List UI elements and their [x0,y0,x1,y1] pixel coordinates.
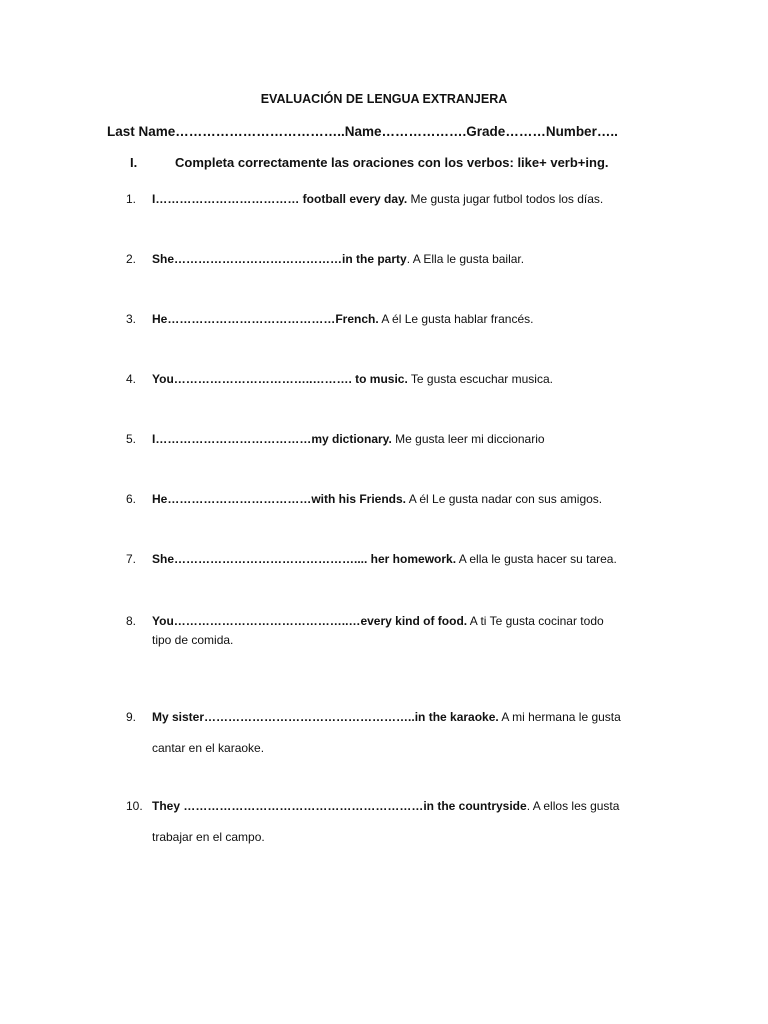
instruction-heading [130,155,609,170]
item-number: 10. [126,799,143,813]
item-number: 2. [126,252,137,266]
item-sentence: You……………………………………..…every kind of food. [152,614,468,628]
item-number: 9. [126,710,137,724]
student-info-line: Last Name………………………………..Name……………….Grade………Number….. [107,124,618,139]
item-translation: . A Ella le gusta bailar. [406,252,525,266]
item-translation: A mi hermana le gusta [498,710,621,724]
exercise-item [126,492,602,506]
item-sentence: She……………………………………….... her homework. [152,552,457,566]
exercise-item [126,252,524,266]
item-translation: A él Le gusta nadar con sus amigos. [406,492,603,506]
exercise-item [126,192,603,206]
exercise-item [126,432,545,446]
exercise-item [126,791,619,853]
item-translation: A él Le gusta hablar francés. [378,312,534,326]
instruction-text: Completa correctamente las oraciones con los verbos: like+ verb+ing. [175,155,609,170]
item-number: 8. [126,614,137,628]
item-sentence: They ……………………………………………………in the countryside [152,799,527,813]
item-translation: . A ellos les gusta [526,799,620,813]
exercise-item [126,612,604,650]
item-sentence: My sister……………………………………………..in the karaoke. [152,710,499,724]
item-translation: Me gusta jugar futbol todos los días. [407,192,604,206]
item-translation-continued: tipo de comida. [152,633,234,647]
item-sentence: I…………………………………my dictionary. [152,432,392,446]
item-translation-continued: trabajar en el campo. [152,830,265,844]
item-number: 3. [126,312,137,326]
exercise-item [126,312,533,326]
item-sentence: He………………………………with his Friends. [152,492,407,506]
item-translation-continued: cantar en el karaoke. [152,741,265,755]
section-numeral: I. [130,155,138,170]
item-sentence: He……………………………………French. [152,312,379,326]
item-number: 6. [126,492,137,506]
exercise-item [126,702,621,764]
exercise-item [126,372,553,386]
item-sentence: You……………………………..………. to music. [152,372,408,386]
item-translation: Me gusta leer mi diccionario [391,432,545,446]
item-translation: A ella le gusta hacer su tarea. [456,552,617,566]
item-number: 4. [126,372,137,386]
item-number: 1. [126,192,137,206]
item-translation: Te gusta escuchar musica. [407,372,553,386]
item-number: 5. [126,432,137,446]
item-sentence: She……………………………………in the party [152,252,407,266]
item-sentence: I……………………………… football every day. [152,192,408,206]
page-title: EVALUACIÓN DE LENGUA EXTRANJERA [260,92,508,106]
item-number: 7. [126,552,137,566]
item-translation: A ti Te gusta cocinar todo [467,614,604,628]
exercise-item [126,552,617,566]
